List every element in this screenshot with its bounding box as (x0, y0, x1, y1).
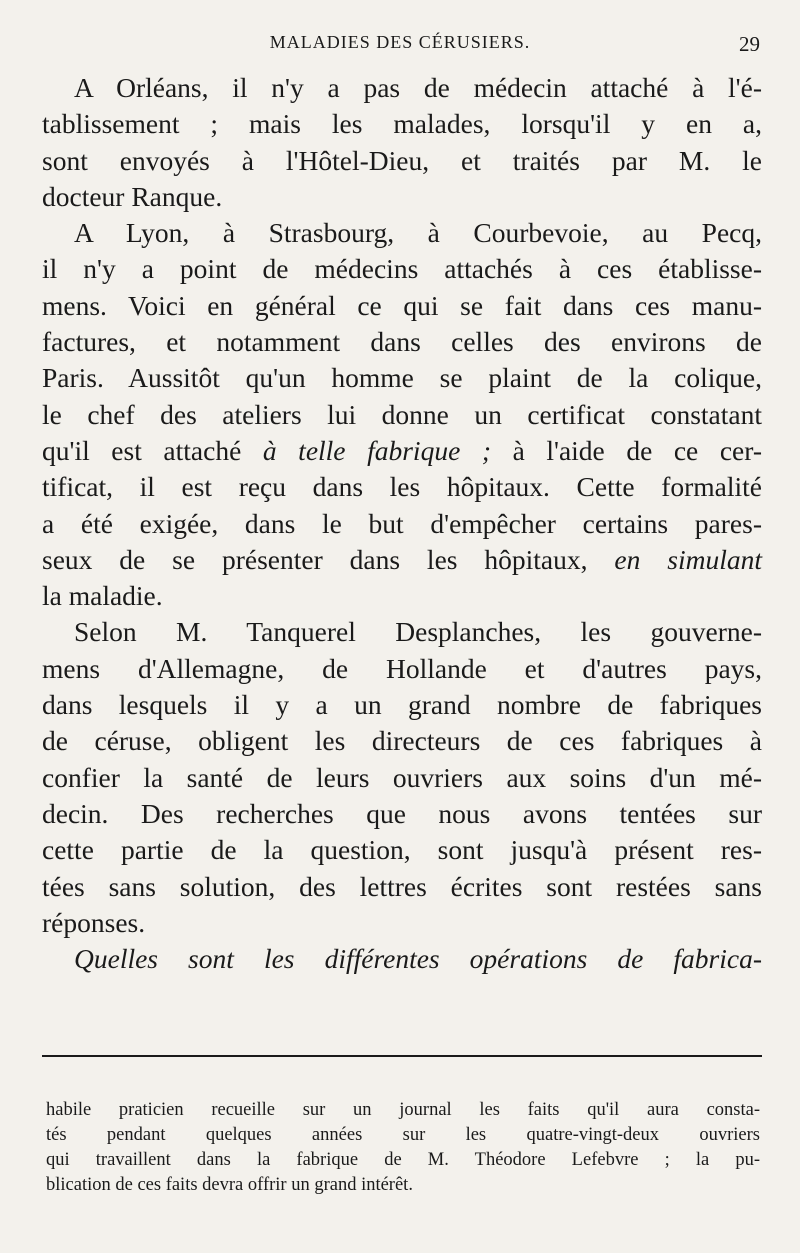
text-line: a été exigée, dans le but d'empêcher certains pares- (42, 507, 762, 539)
text-line: cette partie de la question, sont jusqu'à présent res- (42, 834, 762, 866)
text-line: tificat, il est reçu dans les hôpitaux. Cette formalité (42, 471, 762, 503)
running-head: MALADIES DES CÉRUSIERS. (269, 32, 531, 52)
text-span: à l'aide de ce cer- (512, 434, 763, 466)
text-line: mens. Voici en général ce qui se fait dans ces manu- (42, 289, 762, 321)
text-line: A Orléans, il n'y a pas de médecin attaché à l'é- (74, 72, 762, 103)
footnote (46, 1098, 760, 1198)
text-span: seux de se présenter dans les hôpitaux, (42, 543, 588, 575)
text-line (42, 941, 762, 977)
text-line (42, 542, 762, 578)
text-line: mens d'Allemagne, de Hollande et d'autres pays, (42, 652, 762, 684)
footnote-line: tés pendant quelques années sur les quatre-vingt-deux ouvriers (46, 1125, 760, 1145)
text-line: le chef des ateliers lui donne un certificat constatant (42, 398, 762, 430)
text-line: sont envoyés à l'Hôtel-Dieu, et traités par M. le (42, 144, 762, 176)
text-line: A Lyon, à Strasbourg, à Courbevoie, au Pecq, (74, 217, 762, 249)
page-header (40, 32, 760, 62)
italic-question: Quelles sont les différentes opérations de fabrica- (74, 943, 762, 975)
text-line: factures, et notamment dans celles des environs de (42, 326, 762, 358)
text-line: confier la santé de leurs ouvriers aux soins d'un mé- (42, 761, 762, 793)
italic-phrase: à telle fabrique ; (262, 434, 491, 466)
text-line: dans lesquels il y a un grand nombre de fabriques (42, 689, 762, 721)
italic-phrase: en simulant (614, 543, 762, 575)
footnote-line: blication de ces faits devra offrir un grand intérêt. (46, 1175, 413, 1195)
body-text (42, 70, 762, 977)
footnote-line: qui travaillent dans la fabrique de M. Théodore Lefebvre ; la pu- (46, 1150, 760, 1170)
page-number: 29 (739, 32, 760, 56)
text-line: la maladie. (42, 580, 163, 612)
text-line: tées sans solution, des lettres écrites sont restées sans (42, 870, 762, 902)
footnote-rule (42, 1055, 762, 1057)
text-line: Paris. Aussitôt qu'un homme se plaint de la colique, (42, 362, 762, 394)
footnote-line: habile praticien recueille sur un journal les faits qu'il aura consta- (46, 1100, 760, 1120)
text-line: réponses. (42, 906, 146, 938)
text-line: tablissement ; mais les malades, lorsqu'il y en a, (42, 108, 762, 140)
text-line: decin. Des recherches que nous avons tentées sur (42, 797, 762, 829)
text-line: Selon M. Tanquerel Desplanches, les gouverne- (74, 616, 762, 648)
text-line: il n'y a point de médecins attachés à ces établisse- (42, 253, 762, 285)
text-line (42, 433, 762, 469)
text-span: qu'il est attaché (42, 434, 242, 466)
text-line: docteur Ranque. (42, 180, 223, 212)
text-line: de céruse, obligent les directeurs de ces fabriques à (42, 725, 762, 757)
